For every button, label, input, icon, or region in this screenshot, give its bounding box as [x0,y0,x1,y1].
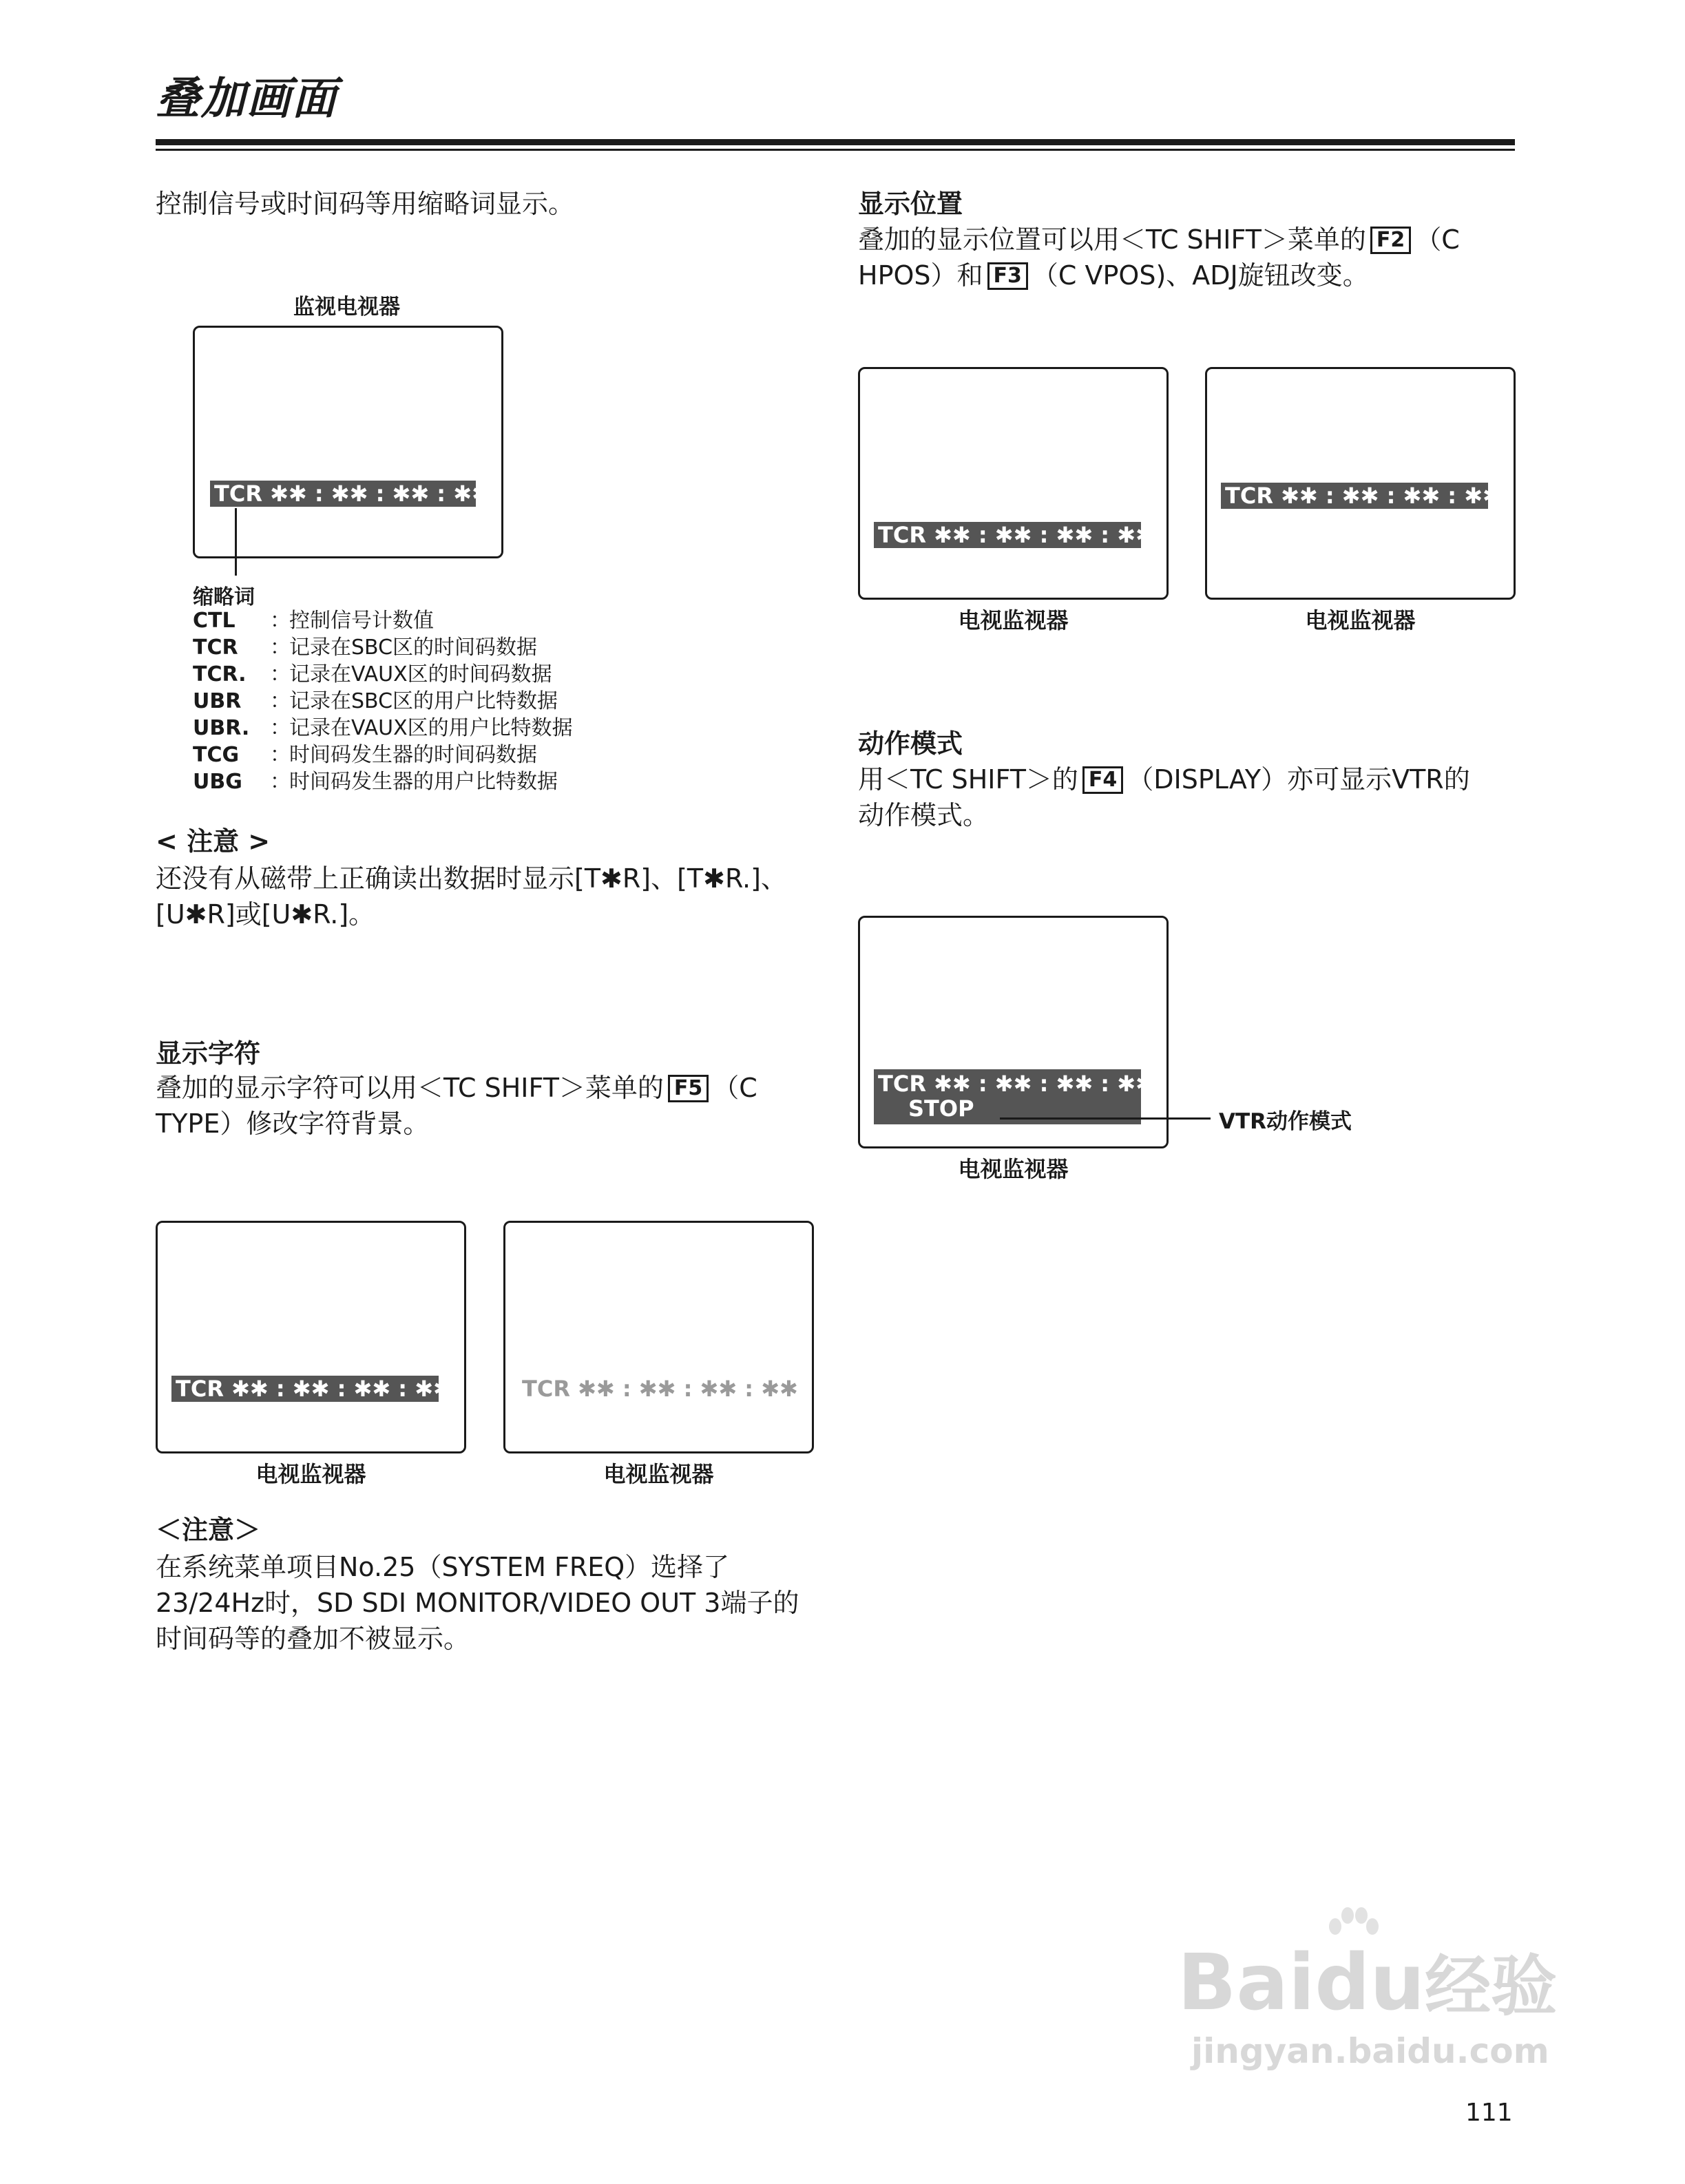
note2-line2: 23/24Hz时，SD SDI MONITOR/VIDEO OUT 3端子的 [156,1588,799,1618]
position-monitor-b [1205,367,1516,600]
position-monitor-a-caption: 电视监视器 [958,607,1069,633]
note2-line1: 在系统菜单项目No.25（SYSTEM FREQ）选择了 [156,1552,730,1582]
note1-line1: 还没有从磁带上正确读出数据时显示[T✱R]、[T✱R.]、 [156,863,787,894]
char-monitor-a [156,1221,466,1453]
position-monitor-b-bar: TCR ✱✱ : ✱✱ : ✱✱ : ✱✱ [1221,483,1488,509]
fig1-label: 监视电视器 [293,295,400,319]
watermark-brand: Baidu经验 [1178,1938,1558,2028]
char-monitor-a-bar: TCR ✱✱ : ✱✱ : ✱✱ : ✱✱ [171,1376,439,1402]
fig1-monitor [193,326,503,558]
page-title: 叠加画面 [156,74,337,125]
callout-line [1000,1117,1211,1120]
title-rule-thin [156,149,1515,151]
char-monitor-a-caption: 电视监视器 [255,1461,366,1487]
baidu-watermark [1178,1900,1577,2072]
f5-key: F5 [668,1075,709,1102]
fig1-leader-line [235,508,237,576]
abbr-row: UBR. ：记录在VAUX区的用户比特数据 [193,716,573,740]
note2-heading: ＜注意＞ [156,1515,261,1545]
char-monitor-b [503,1221,814,1453]
char-monitor-b-bar: TCR ✱✱ : ✱✱ : ✱✱ : ✱✱ [522,1376,798,1402]
abbr-row: UBR ：记录在SBC区的用户比特数据 [193,689,558,713]
display-chars-line2: TYPE）修改字符背景。 [156,1109,430,1139]
note2-line3: 时间码等的叠加不被显示。 [156,1624,470,1654]
position-monitor-a-bar: TCR ✱✱ : ✱✱ : ✱✱ : ✱✱ [874,522,1141,548]
action-monitor-stop: STOP [908,1095,974,1122]
abbr-row: UBG ：时间码发生器的用户比特数据 [193,770,558,794]
f4-key: F4 [1082,766,1123,794]
title-rule [156,139,1515,145]
display-position-line2: HPOS）和 F3 （C VPOS)、ADJ旋钮改变。 [858,260,1369,291]
abbr-list [193,607,573,795]
position-monitor-a [858,367,1169,600]
char-monitor-b-caption: 电视监视器 [603,1461,714,1487]
intro-text: 控制信号或时间码等用缩略词显示。 [156,189,575,219]
display-position-heading: 显示位置 [858,189,963,219]
display-position-line1: 叠加的显示位置可以用＜TC SHIFT＞菜单的 F2 （C [858,224,1460,255]
action-mode-line2: 动作模式。 [858,800,990,830]
position-monitor-b-caption: 电视监视器 [1305,607,1416,633]
vtr-mode-callout: VTR动作模式 [1219,1109,1352,1134]
action-mode-heading: 动作模式 [858,728,963,759]
abbr-row: CTL ：控制信号计数值 [193,609,434,633]
display-chars-heading: 显示字符 [156,1038,261,1069]
abbr-row: TCR ：记录在SBC区的时间码数据 [193,636,538,660]
abbr-row: TCG ：时间码发生器的时间码数据 [193,743,537,767]
fig1-tcr-bar: TCR ✱✱ : ✱✱ : ✱✱ : ✱✱ [210,481,476,507]
abbr-row: TCR. ：记录在VAUX区的时间码数据 [193,662,552,686]
action-monitor-tcr: TCR ✱✱ : ✱✱ : ✱✱ : ✱✱ [878,1071,1154,1097]
f2-key: F2 [1370,227,1411,254]
display-chars-line1: 叠加的显示字符可以用＜TC SHIFT＞菜单的 F5 （C [156,1073,757,1103]
abbr-title: 缩略词 [193,585,255,609]
note1-line2: [U✱R]或[U✱R.]。 [156,899,375,930]
action-monitor-bar [874,1069,1154,1124]
action-monitor [858,916,1169,1148]
f3-key: F3 [987,262,1028,290]
note1-heading: < 注意 > [156,826,271,857]
action-monitor-caption: 电视监视器 [958,1156,1069,1182]
action-mode-line1: 用＜TC SHIFT＞的 F4 （DISPLAY）亦可显示VTR的 [858,764,1470,795]
page-number: 111 [1465,2099,1513,2127]
watermark-url: jingyan.baidu.com [1191,2031,1549,2071]
